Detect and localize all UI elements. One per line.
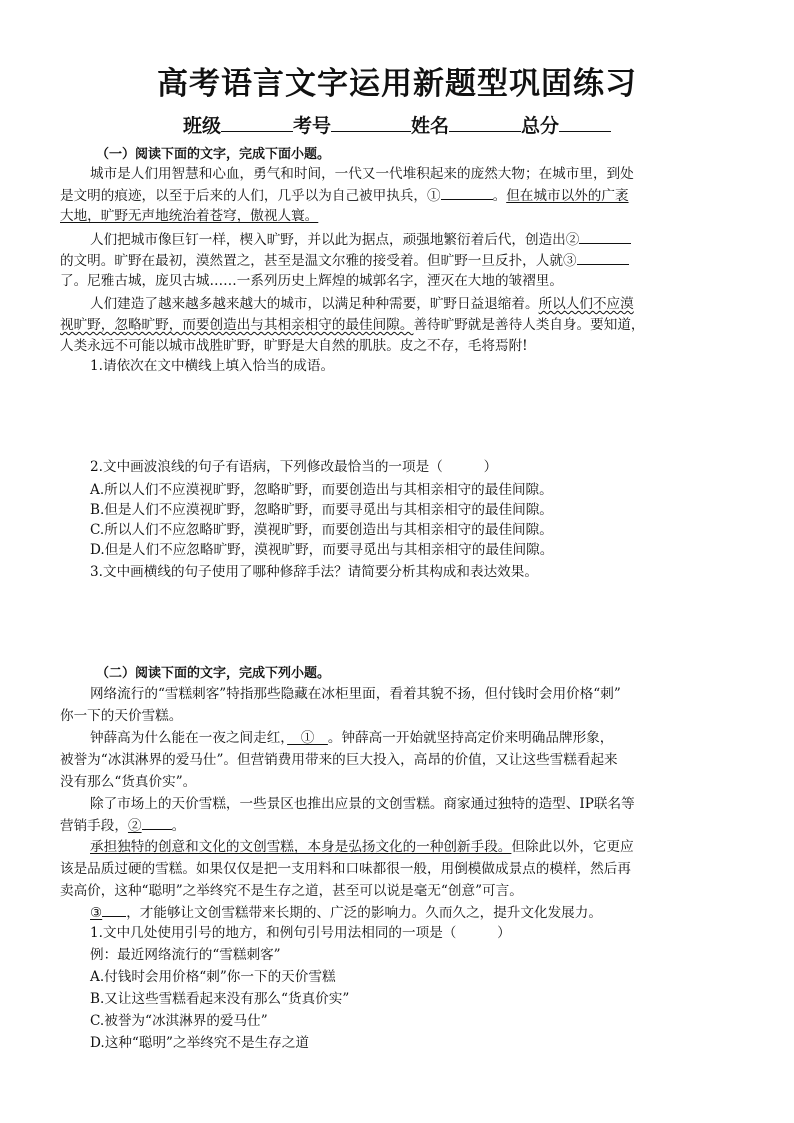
- s2-p4-line1: [90, 838, 634, 856]
- wavy-sentence-part1: 所以人们不应漠: [538, 296, 634, 312]
- s2-q1-example: 例：最近网络流行的“雪糕刺客”: [90, 947, 281, 963]
- s1-p3-text: 人们建造了越来越多越来越大的城市，以满足种种需要，旷野日益退缩着。: [90, 296, 539, 312]
- s1-p3-line3: 人类永远不可能以城市战胜旷野，旷野是大自然的肌肤。皮之不存，毛将焉附!: [60, 338, 528, 354]
- s1-question-3: 3.文中画横线的句子使用了哪种修辞手法？请简要分析其构成和表达效果。: [90, 564, 538, 580]
- s1-p2-text2: 的文明。旷野在最初，漠然置之，甚至是温文尔雅的接受着。但旷野一旦反扑，人就③: [60, 253, 577, 269]
- exam-no-field[interactable]: [331, 113, 411, 132]
- s1-p3-text2: 善待旷野就是善待人类自身。要知道，: [413, 317, 645, 333]
- blank-1[interactable]: [441, 186, 493, 200]
- s2-p3-line2: [60, 816, 185, 835]
- s2-q1-option-b[interactable]: B.又让这些雪糕看起来没有那么“货真价实”: [90, 991, 350, 1007]
- blank-s2-3-line[interactable]: [102, 903, 126, 917]
- s2-underlined-sentence: 承担独特的创意和文化的文创雪糕，本身是弘扬文化的一种创新手段。: [90, 839, 512, 855]
- blank-3[interactable]: [577, 251, 629, 265]
- s2-p5-text: ，才能够让文创雪糕带来长期的、广泛的影响力。久而久之，提升文化发展力。: [126, 905, 602, 921]
- s1-p2-line1: [90, 230, 631, 249]
- class-field[interactable]: [221, 113, 293, 132]
- s2-p4-line2: 该是品质过硬的雪糕。如果仅仅是把一支用料和口味都很一般，用倒模做成景点的模样，然后再: [60, 861, 631, 877]
- s2-p2-line2: 被誉为“冰淇淋界的爱马仕”。但营销费用带来的巨大投入，高昂的价值，又让这些雪糕看起来: [60, 752, 618, 768]
- s1-p2-line2: [60, 251, 629, 270]
- s2-p4-line3: 卖高价，这种“聪明”之举终究不是生存之道，甚至可以说是毫无“创意”可言。: [60, 883, 523, 899]
- s2-p2-text2: 。钟薛高一开始就坚持高定价来明确品牌形象，: [327, 730, 614, 746]
- s1-p1-text: 是文明的痕迹，以至于后来的人们，几乎以为自己被甲执兵，①: [60, 188, 441, 204]
- exam-no-label: 考号: [292, 115, 331, 137]
- blank-s2-1[interactable]: ①: [287, 730, 328, 746]
- blank-s2-2-line[interactable]: [142, 816, 172, 830]
- s1-p1-line2: [60, 186, 629, 205]
- s2-q1-option-a[interactable]: A.付钱时会用价格“刺”你一下的天价雪糕: [90, 969, 336, 985]
- s2-q1-option-d[interactable]: D.这种“聪明”之举终究不是生存之道: [90, 1035, 309, 1051]
- section1-heading: （一）阅读下面的文字，完成下面小题。: [96, 147, 331, 162]
- s1-question-2: 2.文中画波浪线的句子有语病，下列修改最恰当的一项是（ ）: [90, 459, 498, 475]
- blank-s2-3[interactable]: ③: [90, 905, 103, 921]
- name-label: 姓名: [411, 115, 450, 137]
- s2-p1-line2: 你一下的天价雪糕。: [60, 708, 183, 724]
- s1-q2-option-c[interactable]: C.所以人们不应忽略旷野，漠视旷野，而要创造出与其相亲相守的最佳间隙。: [90, 522, 553, 538]
- s2-p3-text: 营销手段，: [60, 818, 128, 834]
- s1-question-1: 1.请依次在文中横线上填入恰当的成语。: [90, 358, 335, 374]
- s2-p2-text: 钟薛高为什么能在一夜之间走红，: [90, 730, 288, 746]
- s2-p2-line3: 没有那么“货真价实”。: [60, 774, 197, 790]
- s2-p4-text: 但除此以外，它更应: [511, 839, 634, 855]
- s1-p1-punct: 。: [492, 188, 507, 204]
- s2-p2-line1: [90, 729, 613, 747]
- s1-p3-line1: [90, 295, 634, 313]
- s1-q2-option-a[interactable]: A.所以人们不应漠视旷野，忽略旷野，而要创造出与其相亲相守的最佳间隙。: [90, 482, 553, 498]
- blank-2[interactable]: [579, 230, 631, 244]
- s2-p3-line1: 除了市场上的天价雪糕，一些景区也推出应景的文创雪糕。商家通过独特的造型、IP联名等: [90, 796, 635, 812]
- underlined-sentence: 但在城市以外的广袤: [506, 188, 629, 204]
- blank-s2-2[interactable]: ②: [127, 818, 142, 834]
- student-info-line: [0, 111, 794, 138]
- s1-p1-line3: 大地，旷野无声地统治着苍穹，傲视人寰。: [60, 208, 319, 224]
- section2-heading: （二）阅读下面的文字，完成下列小题。: [96, 666, 331, 681]
- s2-p5-line1: [90, 903, 602, 922]
- score-field[interactable]: [559, 113, 611, 132]
- s1-q2-option-b[interactable]: B.但是人们不应漠视旷野，忽略旷野，而要寻觅出与其相亲相守的最佳间隙。: [90, 502, 553, 518]
- s2-p3-punct: 。: [171, 818, 186, 834]
- s1-p2-line3: 了。尼雅古城，庞贝古城……一系列历史上辉煌的城郭名字，湮灭在大地的皱褶里。: [60, 273, 563, 289]
- s1-p1-line1: 城市是人们用智慧和心血，勇气和时间，一代又一代堆积起来的庞然大物；在城市里，到处: [90, 166, 634, 182]
- score-label: 总分: [521, 115, 560, 137]
- page-title: 高考语言文字运用新题型巩固练习: [157, 66, 637, 102]
- s1-p2-text: 人们把城市像巨钉一样，楔入旷野，并以此为据点，顽强地繁衍着后代，创造出②: [90, 232, 580, 248]
- name-field[interactable]: [449, 113, 521, 132]
- s2-p1-line1: 网络流行的“雪糕刺客”特指那些隐藏在冰柜里面，看着其貌不扬，但付钱时会用价格“刺”: [90, 686, 621, 702]
- s2-question-1: 1.文中几处使用引号的地方，和例句引号用法相同的一项是（ ）: [90, 925, 511, 941]
- wavy-sentence-part2: 视旷野，忽略旷野，而要创造出与其相亲相守的最佳间隙。: [60, 317, 414, 333]
- s1-p3-line2: [60, 316, 645, 334]
- class-label: 班级: [182, 115, 221, 137]
- s2-q1-option-c[interactable]: C.被誉为“冰淇淋界的爱马仕”: [90, 1013, 268, 1029]
- s1-q2-option-d[interactable]: D.但是人们不应忽略旷野，漠视旷野，而要寻觅出与其相亲相守的最佳间隙。: [90, 542, 554, 558]
